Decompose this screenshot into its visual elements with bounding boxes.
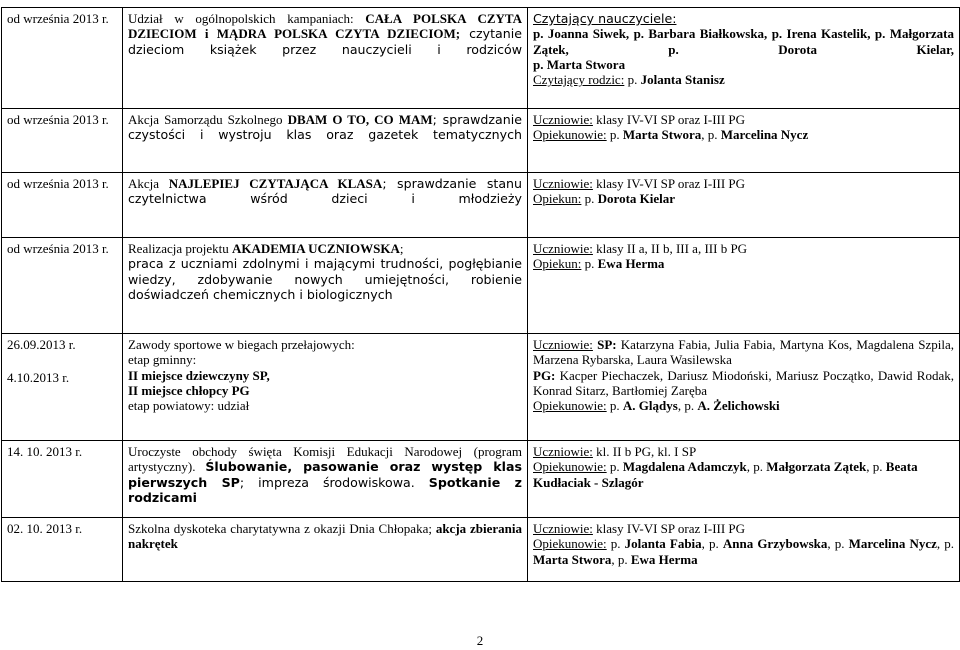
date-cell: 14. 10. 2013 r. (2, 441, 123, 518)
table-row (2, 8, 960, 109)
event-cell: Uroczyste obchody święta Komisji Edukacji Narodowej (program artystyczny). Ślubowanie, pasowanie oraz występ klas pierwszych SP; impreza środowiskowa. Spotkanie z rodzicami (123, 441, 528, 518)
event-cell: Realizacja projektu AKADEMIA UCZNIOWSKA; praca z uczniami zdolnymi i mającymi trudności, pogłębianie wiedzy, zdobywanie nowych umiejętności, robienie doświadczeń chemicznych i biologicznych (123, 238, 528, 334)
event-cell: Szkolna dyskoteka charytatywna z okazji Dnia Chłopaka; akcja zbierania nakrętek (123, 518, 528, 582)
campaign-name: CAŁA POLSKA CZYTA DZIECIOM i MĄDRA POLSKA CZYTA DZIECIOM; (128, 11, 523, 42)
students-line: Uczniowie: kl. II b PG, kl. I SP (533, 444, 697, 459)
participants-cell (528, 334, 960, 441)
students-line: Uczniowie: klasy IV-VI SP oraz I-III PG (533, 176, 746, 191)
table-row (2, 238, 960, 334)
carers-line: Opiekunowie: p. Marta Stwora, p. Marcelina Nycz (533, 127, 809, 143)
event-description: praca z uczniami zdolnymi i mającymi trudności, pogłębianie wiedzy, zdobywanie nowych umiejętności, robienie doświadczeń chemicznych i biologicznych (128, 256, 522, 302)
participants-cell (528, 518, 960, 582)
date-cell: 02. 10. 2013 r. (2, 518, 123, 582)
parent-line: Czytający rodzic: p. Jolanta Stanisz (533, 72, 725, 88)
teachers-label: Czytający nauczyciele: (533, 11, 677, 26)
carers-line: Opiekunowie: p. Magdalena Adamczyk, p. Małgorzata Zątek, p. Beata Kudłaciak - Szlagór (533, 459, 918, 490)
event-cell: Udział w ogólnopolskich kampaniach: CAŁA POLSKA CZYTA DZIECIOM i MĄDRA POLSKA CZYTA DZIECIOM; czytanie dzieciom książek przez nauczycieli i rodziców (123, 8, 528, 109)
carers-line: Opiekunowie: p. A. Glądys, p. A. Żelichowski (533, 398, 780, 414)
page-number: 2 (476, 633, 484, 648)
table-row (2, 173, 960, 238)
participants-cell (528, 441, 960, 518)
events-table (1, 7, 960, 582)
participants-cell (528, 173, 960, 238)
date-cell: od września 2013 r. (2, 238, 123, 334)
date-cell: od września 2013 r. (2, 173, 123, 238)
teachers-list-2: p. Marta Stwora (533, 56, 626, 72)
date-cell: od września 2013 r. (2, 109, 123, 173)
date-cell: od września 2013 r. (2, 8, 123, 109)
table-row (2, 334, 960, 441)
teachers-list: p. Joanna Siwek, p. Barbara Białkowska, p. Irena Kastelik, p. Małgorzata Zątek, p. Dorota Kielar, (533, 26, 954, 57)
students-line: Uczniowie: klasy IV-VI SP oraz I-III PG (533, 112, 746, 127)
participants-cell (528, 8, 960, 109)
participants-cell (528, 109, 960, 173)
carer-line: Opiekun: p. Ewa Herma (533, 256, 665, 272)
sp-students: Uczniowie: SP: Katarzyna Fabia, Julia Fabia, Martyna Kos, Magdalena Szpila, Marzena Rybarska, Laura Wasilewska (533, 337, 954, 368)
students-line: Uczniowie: klasy II a, II b, III a, III b PG (533, 241, 748, 256)
event-cell: Akcja Samorządu Szkolnego DBAM O TO, CO MAM; sprawdzanie czystości i wystroju klas oraz gazetek tematycznych (123, 109, 528, 173)
pg-students: PG: Kacper Piechaczek, Dariusz Miodoński, Mariusz Początko, Dawid Rodak, Konrad Sitarz, Bartłomiej Zaręba (533, 367, 954, 398)
carers-line: Opiekunowie: p. Jolanta Fabia, p. Anna Grzybowska, p. Marcelina Nycz, p. Marta Stwora, p. Ewa Herma (533, 536, 955, 567)
event-cell: Zawody sportowe w biegach przełajowych: etap gminny: II miejsce dziewczyny SP, II miejsce chłopcy PG etap powiatowy: udział (123, 334, 528, 441)
carer-line: Opiekun: p. Dorota Kielar (533, 191, 676, 207)
event-cell: Akcja NAJLEPIEJ CZYTAJĄCA KLASA; sprawdzanie stanu czytelnictwa wśród dzieci i młodzieży (123, 173, 528, 238)
table-row (2, 109, 960, 173)
table-row (2, 441, 960, 518)
date-cell: 26.09.2013 r. 4.10.2013 r. (2, 334, 123, 441)
table-row (2, 518, 960, 582)
participants-cell (528, 238, 960, 334)
students-line: Uczniowie: klasy IV-VI SP oraz I-III PG (533, 521, 746, 536)
